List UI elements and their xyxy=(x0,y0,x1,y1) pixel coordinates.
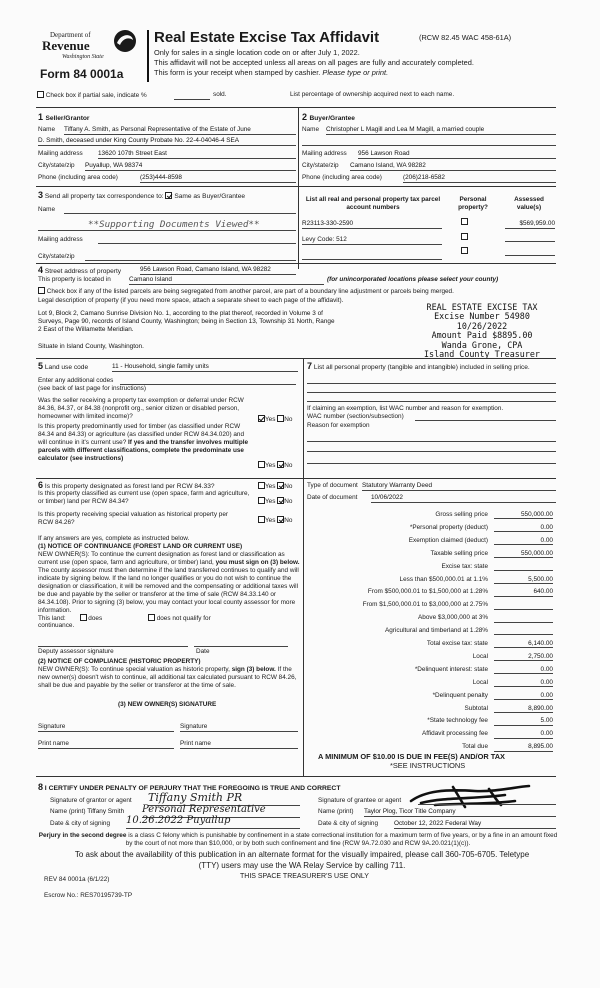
tax-row-value[interactable]: 550,000.00 xyxy=(494,550,553,558)
legal-description-4: Situate in Island County, Washington. xyxy=(38,343,144,350)
parcel-number-1[interactable]: R23113-330-2590 xyxy=(302,220,442,229)
does-not-qualify-checkbox[interactable] xyxy=(148,614,155,621)
correspondence-mailing-field[interactable] xyxy=(98,243,296,244)
personal-property-checkbox-2[interactable] xyxy=(461,233,468,240)
seller-city-state-zip[interactable]: Puyallup, WA 98374 xyxy=(85,162,296,171)
header-divider xyxy=(147,30,149,82)
personal-property-header: Personal property? xyxy=(458,196,488,211)
alternate-format-note: To ask about the availability of this publication in an alternate format for the visually impaired, please call 360-705-6705. Teletype xyxy=(74,850,530,859)
buyer-name[interactable]: Christopher L Magill and Lea M Magill, a married couple xyxy=(326,126,556,135)
buyer-city-state-zip[interactable]: Camano Island, WA 98282 xyxy=(350,162,556,171)
legal-description-3: 2 East of the Willamette Meridian. xyxy=(38,326,134,333)
document-type[interactable]: Statutory Warranty Deed xyxy=(362,482,556,491)
timber-question: Is this property predominantly used for timber (as classified under RCW 84.34 and 84.33) or agriculture (as classified under RCW 84.34.020) and will continue in it's current use? If yes and the transfer involves multiple parcels with different classifications, complete the predominate use calculator (see instructions) xyxy=(38,423,249,462)
perjury-notice: Perjury in the second degree is a class C felony which is punishable by confinement in a state correctional institution for a maximum term of five years, or by a fine in an amount fixed by the court of not more than $10,000, or by both such confinement and fine (RCW 9A.72.030 and RCW 9A.20.021(1)(c)). xyxy=(38,832,558,847)
dept-line-1: Department of xyxy=(50,31,91,39)
grantee-date-city[interactable]: October 12, 2022 Federal Way xyxy=(394,820,556,829)
new-owner-print-name-field-2[interactable] xyxy=(180,748,298,749)
legal-description-label: Legal description of property (if you need more space, attach a separate sheet to each page of the affidavit). xyxy=(38,297,344,304)
tax-row-label: *Personal property (deduct) xyxy=(409,523,488,531)
exemption-yes-checkbox[interactable] xyxy=(258,415,265,422)
form-title: Real Estate Excise Tax Affidavit xyxy=(154,29,380,46)
tax-row-value[interactable] xyxy=(494,601,553,609)
tax-row-label: Total excise tax: state xyxy=(426,640,488,647)
tax-row-value[interactable]: 0.00 xyxy=(494,537,553,545)
reason-field[interactable] xyxy=(307,441,556,442)
tax-row-label: Excise tax: state xyxy=(441,562,488,570)
tax-row-value[interactable] xyxy=(494,563,553,571)
grantee-signature[interactable] xyxy=(405,783,535,809)
correspondence-city-field[interactable] xyxy=(85,260,296,261)
dor-swirl-icon xyxy=(112,29,138,53)
buyer-heading: 2 Buyer/Grantee xyxy=(302,112,355,122)
forest-yes-no: Yes No xyxy=(258,482,292,491)
current-use-no-checkbox[interactable] xyxy=(277,497,284,504)
timber-yes-checkbox[interactable] xyxy=(258,461,265,468)
personal-property-list-label: 7 List all personal property (tangible and intangible) included in selling price. xyxy=(307,361,530,371)
partial-sale-percent-field[interactable] xyxy=(174,99,210,100)
exemption-question: Was the seller receiving a property tax exemption or deferral under RCW 84.36, 84.37, or 84.38 (nonprofit org., senior citizen or disabled person, homeowner with limited income)? xyxy=(38,397,244,420)
rcw-reference: (RCW 82.45 WAC 458-61A) xyxy=(419,33,512,42)
tax-row-label: Total due xyxy=(462,743,488,751)
notice-of-continuance-text: NEW OWNER(S): To continue the current designation as forest land or classification as current use (open space, farm and agriculture, or timber) land, you must sign on (3) below. The county assessor must then determine if the land transferred continues to qualify and will indicate by signing below. If the land no longer qualifies or you do not wish to continue the designation or classification, it will be removed and the compensating or additional taxes will be due and payable by the seller or transferor at the time of sale (RCW 84.33.140 or 84.34.108). Prior to signing (3) below, you may contact your local county assessor for more information. xyxy=(38,551,300,614)
property-location[interactable]: Camano Island xyxy=(129,276,324,285)
wac-number-field[interactable] xyxy=(415,420,556,421)
new-owner-print-name-field-1[interactable] xyxy=(38,748,174,749)
forest-yes-checkbox[interactable] xyxy=(258,482,265,489)
grantor-name-row: Name (print) Tiffany Smith xyxy=(50,808,125,815)
tax-row-value[interactable]: 0.00 xyxy=(494,679,553,687)
tax-row-label: From $1,500,000.01 to $3,000,000 at 2.75% xyxy=(362,601,488,609)
timber-yes-no: Yes No xyxy=(258,461,292,470)
new-owner-signature-title: (3) NEW OWNER(S) SIGNATURE xyxy=(118,701,217,708)
notice-of-compliance-text: NEW OWNER(S): To continue special valuation as historic property, sign (3) below. If the new owner(s) doesn't wish to continue, all additional tax calculated pursuant to RCW 84.26, shall be due and payable by the seller or transferor at the time of sale. xyxy=(38,666,297,689)
deputy-signature-field[interactable] xyxy=(38,646,188,647)
grantor-signature[interactable]: Tiffany Smith PR xyxy=(148,791,300,806)
tax-row-value[interactable]: 0.00 xyxy=(494,730,553,738)
new-owner-signature-field-1[interactable] xyxy=(38,731,174,732)
land-use-row: 5 Land use code xyxy=(38,361,89,371)
same-as-buyer-checkbox[interactable] xyxy=(165,192,172,199)
tax-row-label: Less than $500,000.01 at 1.1% xyxy=(399,575,488,583)
tax-row-label: From $500,000.01 to $1,500,000 at 1.28% xyxy=(367,588,488,596)
exemption-yes-no: Yes No xyxy=(258,415,292,424)
property-address-row: 4 Street address of property xyxy=(38,265,122,275)
forest-no-checkbox[interactable] xyxy=(277,482,284,489)
partial-sale-row: Check box if partial sale, indicate % xyxy=(37,91,147,100)
current-use-yes-no: Yes No xyxy=(258,497,292,506)
tax-row-label: Gross selling price xyxy=(435,511,488,518)
tax-row-value[interactable]: 6,140.00 xyxy=(494,640,553,648)
tax-row-label: Local xyxy=(472,652,488,660)
tax-row-label: Local xyxy=(472,678,488,686)
historic-no-checkbox[interactable] xyxy=(277,516,284,523)
tax-row-value[interactable]: 640.00 xyxy=(494,588,553,596)
timber-no-checkbox[interactable] xyxy=(277,461,284,468)
tax-row-value[interactable]: 550,000.00 xyxy=(494,511,553,519)
tax-row-value[interactable]: 8,890.00 xyxy=(494,705,553,713)
segregated-row: Check box if any of the listed parcels are being segregated from another parcel, are part of a boundary line adjustment or parcels being merged. xyxy=(38,287,558,296)
forest-question: 6 Is this property designated as forest land per RCW 84.33? xyxy=(38,480,215,490)
assessed-value-1[interactable]: $569,959.00 xyxy=(505,220,555,229)
assessed-value-header: Assessed value(s) xyxy=(514,196,544,211)
tax-row-label: Taxable selling price xyxy=(430,549,488,557)
legal-description-2: Surveys, Page 90, records of Island County, Washington; being in Section 13, Township 31 North, Range xyxy=(38,318,335,325)
document-date[interactable]: 10/06/2022 xyxy=(371,494,556,503)
tax-row-label: *Delinquent penalty xyxy=(432,691,488,699)
tax-row-label: Exemption claimed (deduct) xyxy=(408,536,488,544)
historic-question: Is this property receiving special valuation as historical property per RCW 84.26? xyxy=(38,511,229,526)
current-use-yes-checkbox[interactable] xyxy=(258,497,265,504)
tax-row-label: *Delinquent interest: state xyxy=(414,665,488,673)
treasurer-stamp: REAL ESTATE EXCISE TAX Excise Number 54980 10/26/2022 Amount Paid $8895.00 Wanda Grone, CPA Island County Treasurer xyxy=(424,302,540,360)
revision-number: REV 84 0001a (6/1/22) xyxy=(44,876,110,883)
dept-line-3: Washington State xyxy=(62,54,104,60)
seller-mailing-address[interactable]: 13620 107th Street East xyxy=(98,150,296,159)
segregated-checkbox[interactable] xyxy=(38,287,45,294)
tax-row-value[interactable] xyxy=(494,614,553,622)
escrow-number: Escrow No.: RES70195739-TP xyxy=(44,892,133,899)
correspondence-heading: 3 Send all property tax correspondence to: Same as Buyer/Grantee xyxy=(38,190,246,200)
does-qualify-checkbox[interactable] xyxy=(80,614,87,621)
qualify-row: This land: does does not qualify for xyxy=(38,615,211,622)
legal-description-1: Lot 9, Block 2, Camano Sunrise Division No. 1, according to the plat thereof, recorded in Volume 3 of xyxy=(38,310,323,317)
tax-row-label: Subtotal xyxy=(464,704,488,712)
grantor-date-city[interactable]: 10.26.2022 Puyallup xyxy=(126,815,300,829)
header-note-1: Only for sales in a single location code on or after July 1, 2022. xyxy=(154,48,360,57)
tax-row-value[interactable]: 0.00 xyxy=(494,666,553,674)
tax-row-value[interactable]: 2,750.00 xyxy=(494,653,553,661)
seller-name-line-2[interactable]: D. Smith, deceased under King County Probate No. 22-4-04046-4 SEA xyxy=(38,137,296,146)
tax-row-value[interactable]: 5,500.00 xyxy=(494,576,553,584)
header-note-3: This form is your receipt when stamped by cashier. Please type or print. xyxy=(154,68,389,77)
form-number: Form 84 0001a xyxy=(40,67,124,81)
deputy-date-field[interactable] xyxy=(194,646,288,647)
tax-row-label: *State technology fee xyxy=(427,717,488,725)
ownership-note: List percentage of ownership acquired next to each name. xyxy=(290,91,455,98)
minimum-due-note: A MINIMUM OF $10.00 IS DUE IN FEE(S) AND/OR TAX xyxy=(318,752,505,761)
current-use-question: Is this property classified as current use (open space, farm and agriculture, or timber) land per RCW 84.34? xyxy=(38,490,250,505)
supporting-documents-note: **Supporting Documents Viewed** xyxy=(88,219,260,230)
tax-row-label: Agricultural and timberland at 1.28% xyxy=(384,627,488,635)
header-note-2: This affidavit will not be accepted unless all areas on all pages are fully and accurately completed. xyxy=(154,58,474,67)
historic-yes-no: Yes No xyxy=(258,516,292,525)
tax-row-label: Affidavit processing fee xyxy=(422,730,488,738)
seller-phone[interactable]: (253)444-8598 xyxy=(140,174,296,183)
grantee-name[interactable]: Taylor Plog, Ticor Title Company xyxy=(364,808,556,817)
personal-property-checkbox-1[interactable] xyxy=(461,218,468,225)
levy-code-row: Levy Code: 512 xyxy=(302,236,347,243)
treasurer-use-only: THIS SPACE TREASURER'S USE ONLY xyxy=(240,873,369,880)
grantee-name-row: Name (print) xyxy=(318,808,354,815)
new-owner-signature-field-2[interactable] xyxy=(180,731,298,732)
additional-codes-field[interactable] xyxy=(120,384,296,385)
parcels-header: List all real and personal property tax parcel account numbers xyxy=(305,196,441,211)
buyer-phone[interactable]: (206)218-6582 xyxy=(403,174,556,183)
historic-yes-checkbox[interactable] xyxy=(258,516,265,523)
buyer-mailing-address[interactable]: 956 Lawson Road xyxy=(358,150,556,159)
tax-row-value[interactable]: 8,895.00 xyxy=(494,743,553,751)
tax-row-value[interactable]: 0.00 xyxy=(494,524,553,532)
excise-tax-affidavit-page: Department of Revenue Washington State Form 84 0001a Real Estate Excise Tax Affidavit (RCW 82.45 WAC 458-61A) Only for sales in a single location code on or after July 1, 2022. This affidavit will not be accepted unless all areas on all pages are fully and accurately completed. This form is your receipt when stamped by cashier. Please type or print. Check box if partial sale, indicate % sold. List percentage of ownership acquired next to each name. 1 Seller/Grantor Name Tiffany A. Smith, as Personal Representative of the Estate of June D. Smith, deceased under King County Probate No. 22-4-04046-4 SEA Mailing address 13620 107th Street East City/state/zip Puyallup, WA 98374 Phone (including area code) (253)444-8598 2 Buyer/Grantee Name Christopher L Magill and Lea M Magill, a married couple Mailing address 956 Lawson Road City/state/zip Camano Island, WA 98282 Phone (including area code) (206)218-6582 3 Send all property tax correspondence to: Same as Buyer/Grantee Name **Supporting Documents Viewed** Mailing address City/state/zip List all real and personal property tax parcel account numbers Personal property? Assessed value(s) R23113-330-2590 $569,959.00 Levy Code: 512 4 Street address of property 956 Lawson Road, Camano Island, WA 98282 This property is located in Camano Island (for unincorporated locations please select your county) Check box if any of the listed parcels are being segregated from another parcel, are part of a boundary line adjustment or parcels being merged. Legal description of property (if you need more space, attach a separate sheet to each page of the affidavit). Lot 9, Block 2, Camano Sunrise Division No. 1, according to the plat thereof, recorded in Volume 3 of Surveys, Page 90, records of Island County, Washington; being in Section 13, Township 31 North, Range 2 East of the Willamette Meridian. Situate in Island County, Washington. REAL ESTATE EXCISE TAX Excise Number 54980 10/26/2022 Amount Paid $8895.00 Wanda Grone, CPA Island County Treasurer 5 Land use code 11 - Household, single family units Enter any additional codes (see back of last page for instructions) Was the seller receiving a property tax exemption or deferral under RCW 84.36, 84.37, or 84.38 (nonprofit org., senior citizen or disabled person, homeowner with limited income)? Yes No Is this property predominantly used for timber (as classified under RCW 84.34 and 84.33) or agriculture (as classified under RCW 84.34.020) and will continue in it's current use? If yes and the transfer involves multiple parcels with different classifications, complete the predominate use calculator (see instructions) Yes No 7 List all personal property (tangible and intangible) included in selling price. If claiming an exemption, list WAC number and reason for exemption. WAC number (section/subsection) Reason for exemption 6 Is this property designated as forest land per RCW 84.33? Yes No Is this property classified as current use (open space, farm and agriculture, or timber) land per RCW 84.34? Yes No Is this property receiving special valuation as historical property per RCW 84.26? Yes No If any answers are yes, complete as instructed below. (1) NOTICE OF CONTINUANCE (FOREST LAND OR CURRENT USE) NEW OWNER(S): To continue the current designation as forest land or classification as current use (open space, farm and agriculture, or timber) land, you must sign on (3) below. The county assessor must then determine if the land transferred continues to qualify and will indicate by signing below. If the land no longer qualifies or you do not wish to continue the designation or classification, it will be removed and the compensating or additional taxes will be due and payable by the seller or transferor at the time of sale (RCW 84.33.140 or 84.34.108). Prior to signing (3) below, you may contact your local county assessor for more information. This land: does does not qualify for continuance. Deputy assessor signature Date (2) NOTICE OF COMPLIANCE (HISTORIC PROPERTY) NEW OWNER(S): To continue special valuation as historic property, sign (3) below. If the new owner(s) doesn't wish to continue, all additional tax calculated pursuant to RCW 84.26, shall be due and payable by the seller or transferor at the time of sale. (3) NEW OWNER(S) SIGNATURE Signature Signature Print name Print name Type of document Statutory Warranty Deed Date of document 10/06/2022 Gross selling price 550,000.00 *Personal property (deduct) 0.00 Exemption claimed (deduct) 0.00 Taxable selling price 550,000.00 Excise tax: state Less than $500,000.01 at 1.1% 5,500.00 From $500,000.01 to $1,500,000 at 1.28% 640.00 From $1,500,000.01 to $3,000,000 at 2.75% Above $3,000,000 at 3% Agricultural and timberland at 1.28% Total excise tax: state 6,140.00 Local 2,750.00 *Delinquent interest: state 0.00 Local 0.00 *Delinquent penalty 0.00 Subtotal 8,890.00 *State technology fee 5.00 Affidavit processing fee 0.00 Total due 8,895.00 A MINIMUM OF $10.00 IS DUE IN FEE(S) AND/OR TAX *SEE INSTRUCTIONS 8 I CERTIFY UNDER PENALTY OF PERJURY THAT THE FOREGOING IS TRUE AND CORRECT Signature of grantor or agent Tiffany Smith PR Name (print) Tiffany Smith Personal Representative Date & city of signing 10.26.2022 Puyallup Signature of grantee or agent Name (print) Taylor Plog, Ticor Title Company Date & city of signing October 12, 2022 Federal Way Perjury in the second degree is a class C felony which is punishable by confinement in a state correctional institution for a maximum term of five years, or by a fine in an amount fixed by the court of not more than $10,000, or by both such confinement and fine (RCW 9A.72.030 and RCW 9A.20.021(1)(c)). To ask about the availability of this publication in an alternate format for the visually impaired, please call 360-705-6705. Teletype (TTY) users may use the WA Relay Service by calling 711. REV 84 0001a (6/1/22) THIS SPACE TREASURER'S USE ONLY Escrow No.: RES70195739-TP xyxy=(0,0,600,988)
personal-property-checkbox-3[interactable] xyxy=(461,247,468,254)
tax-row-value[interactable]: 0.00 xyxy=(494,692,553,700)
notice-of-continuance-title: (1) NOTICE OF CONTINUANCE (FOREST LAND OR CURRENT USE) xyxy=(38,543,243,550)
dept-line-2: Revenue xyxy=(42,38,90,53)
seller-heading: 1 Seller/Grantor xyxy=(38,112,90,122)
land-use-code[interactable]: 11 - Household, single family units xyxy=(112,363,298,372)
property-address[interactable]: 956 Lawson Road, Camano Island, WA 98282 xyxy=(140,266,296,275)
tax-row-value[interactable]: 5.00 xyxy=(494,717,553,725)
grantor-name-handwritten: Personal Representative xyxy=(142,804,300,818)
certification-heading: 8 I CERTIFY UNDER PENALTY OF PERJURY THAT THE FOREGOING IS TRUE AND CORRECT xyxy=(38,782,341,792)
partial-sale-checkbox[interactable] xyxy=(37,91,44,98)
tax-row-label: Above $3,000,000 at 3% xyxy=(418,614,488,622)
tax-row-value[interactable] xyxy=(494,627,553,635)
seller-name-line-1[interactable]: Tiffany A. Smith, as Personal Representative of the Estate of June xyxy=(64,126,296,135)
notice-of-compliance-title: (2) NOTICE OF COMPLIANCE (HISTORIC PROPERTY) xyxy=(38,658,201,665)
